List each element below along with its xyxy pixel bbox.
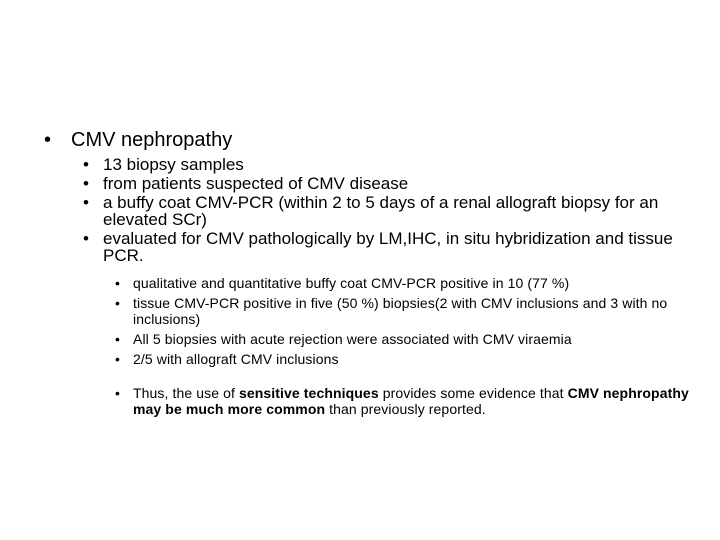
finding-item [115,275,694,291]
point-item [83,175,694,192]
bullet-icon: • [115,295,121,311]
bullet-icon: • [83,229,89,248]
findings-list [115,275,694,417]
bullet-list [44,127,694,421]
heading-item [44,127,694,417]
conclusion-text [133,385,689,417]
bullet-icon: • [83,193,89,212]
conclusion-emphasis: sensitive techniques [238,385,379,401]
point-text: a buffy coat CMV-PCR (within 2 to 5 days of a renal allograft biopsy for an elevated SCr) [103,193,659,229]
point-item [83,230,694,417]
finding-text: tissue CMV-PCR positive in five (50 %) biopsies(2 with CMV inclusions and 3 with no inclusions) [133,295,668,327]
finding-item [115,351,694,367]
point-item [83,156,694,173]
point-text: evaluated for CMV pathologically by LM,IHC, in situ hybridization and tissue PCR. [103,229,673,265]
point-text: from patients suspected of CMV disease [103,174,409,193]
finding-text: All 5 biopsies with acute rejection were associated with CMV viraemia [133,331,572,347]
finding-text: 2/5 with allograft CMV inclusions [133,351,339,367]
bullet-icon: • [83,155,89,174]
finding-text: qualitative and quantitative buffy coat CMV-PCR positive in 10 (77 %) [133,275,570,291]
point-item [83,194,694,228]
bullet-icon: • [44,129,52,151]
bullet-icon: • [115,331,121,347]
finding-item [115,295,694,327]
point-text: 13 biopsy samples [103,155,244,174]
bullet-icon: • [115,385,121,401]
conclusion-item [115,385,694,417]
bullet-icon: • [83,174,89,193]
points-list [83,156,694,417]
finding-item [115,331,694,347]
conclusion-part: Thus, the use of [133,385,239,401]
heading-text: CMV nephropathy [71,129,233,151]
bullet-icon: • [115,275,121,291]
bullet-icon: • [115,351,121,367]
conclusion-part: provides some evidence that [378,385,568,401]
conclusion-part: than previously reported. [325,401,486,417]
conclusion-emphasis: CMV nephropathy may be much more common [133,385,689,417]
